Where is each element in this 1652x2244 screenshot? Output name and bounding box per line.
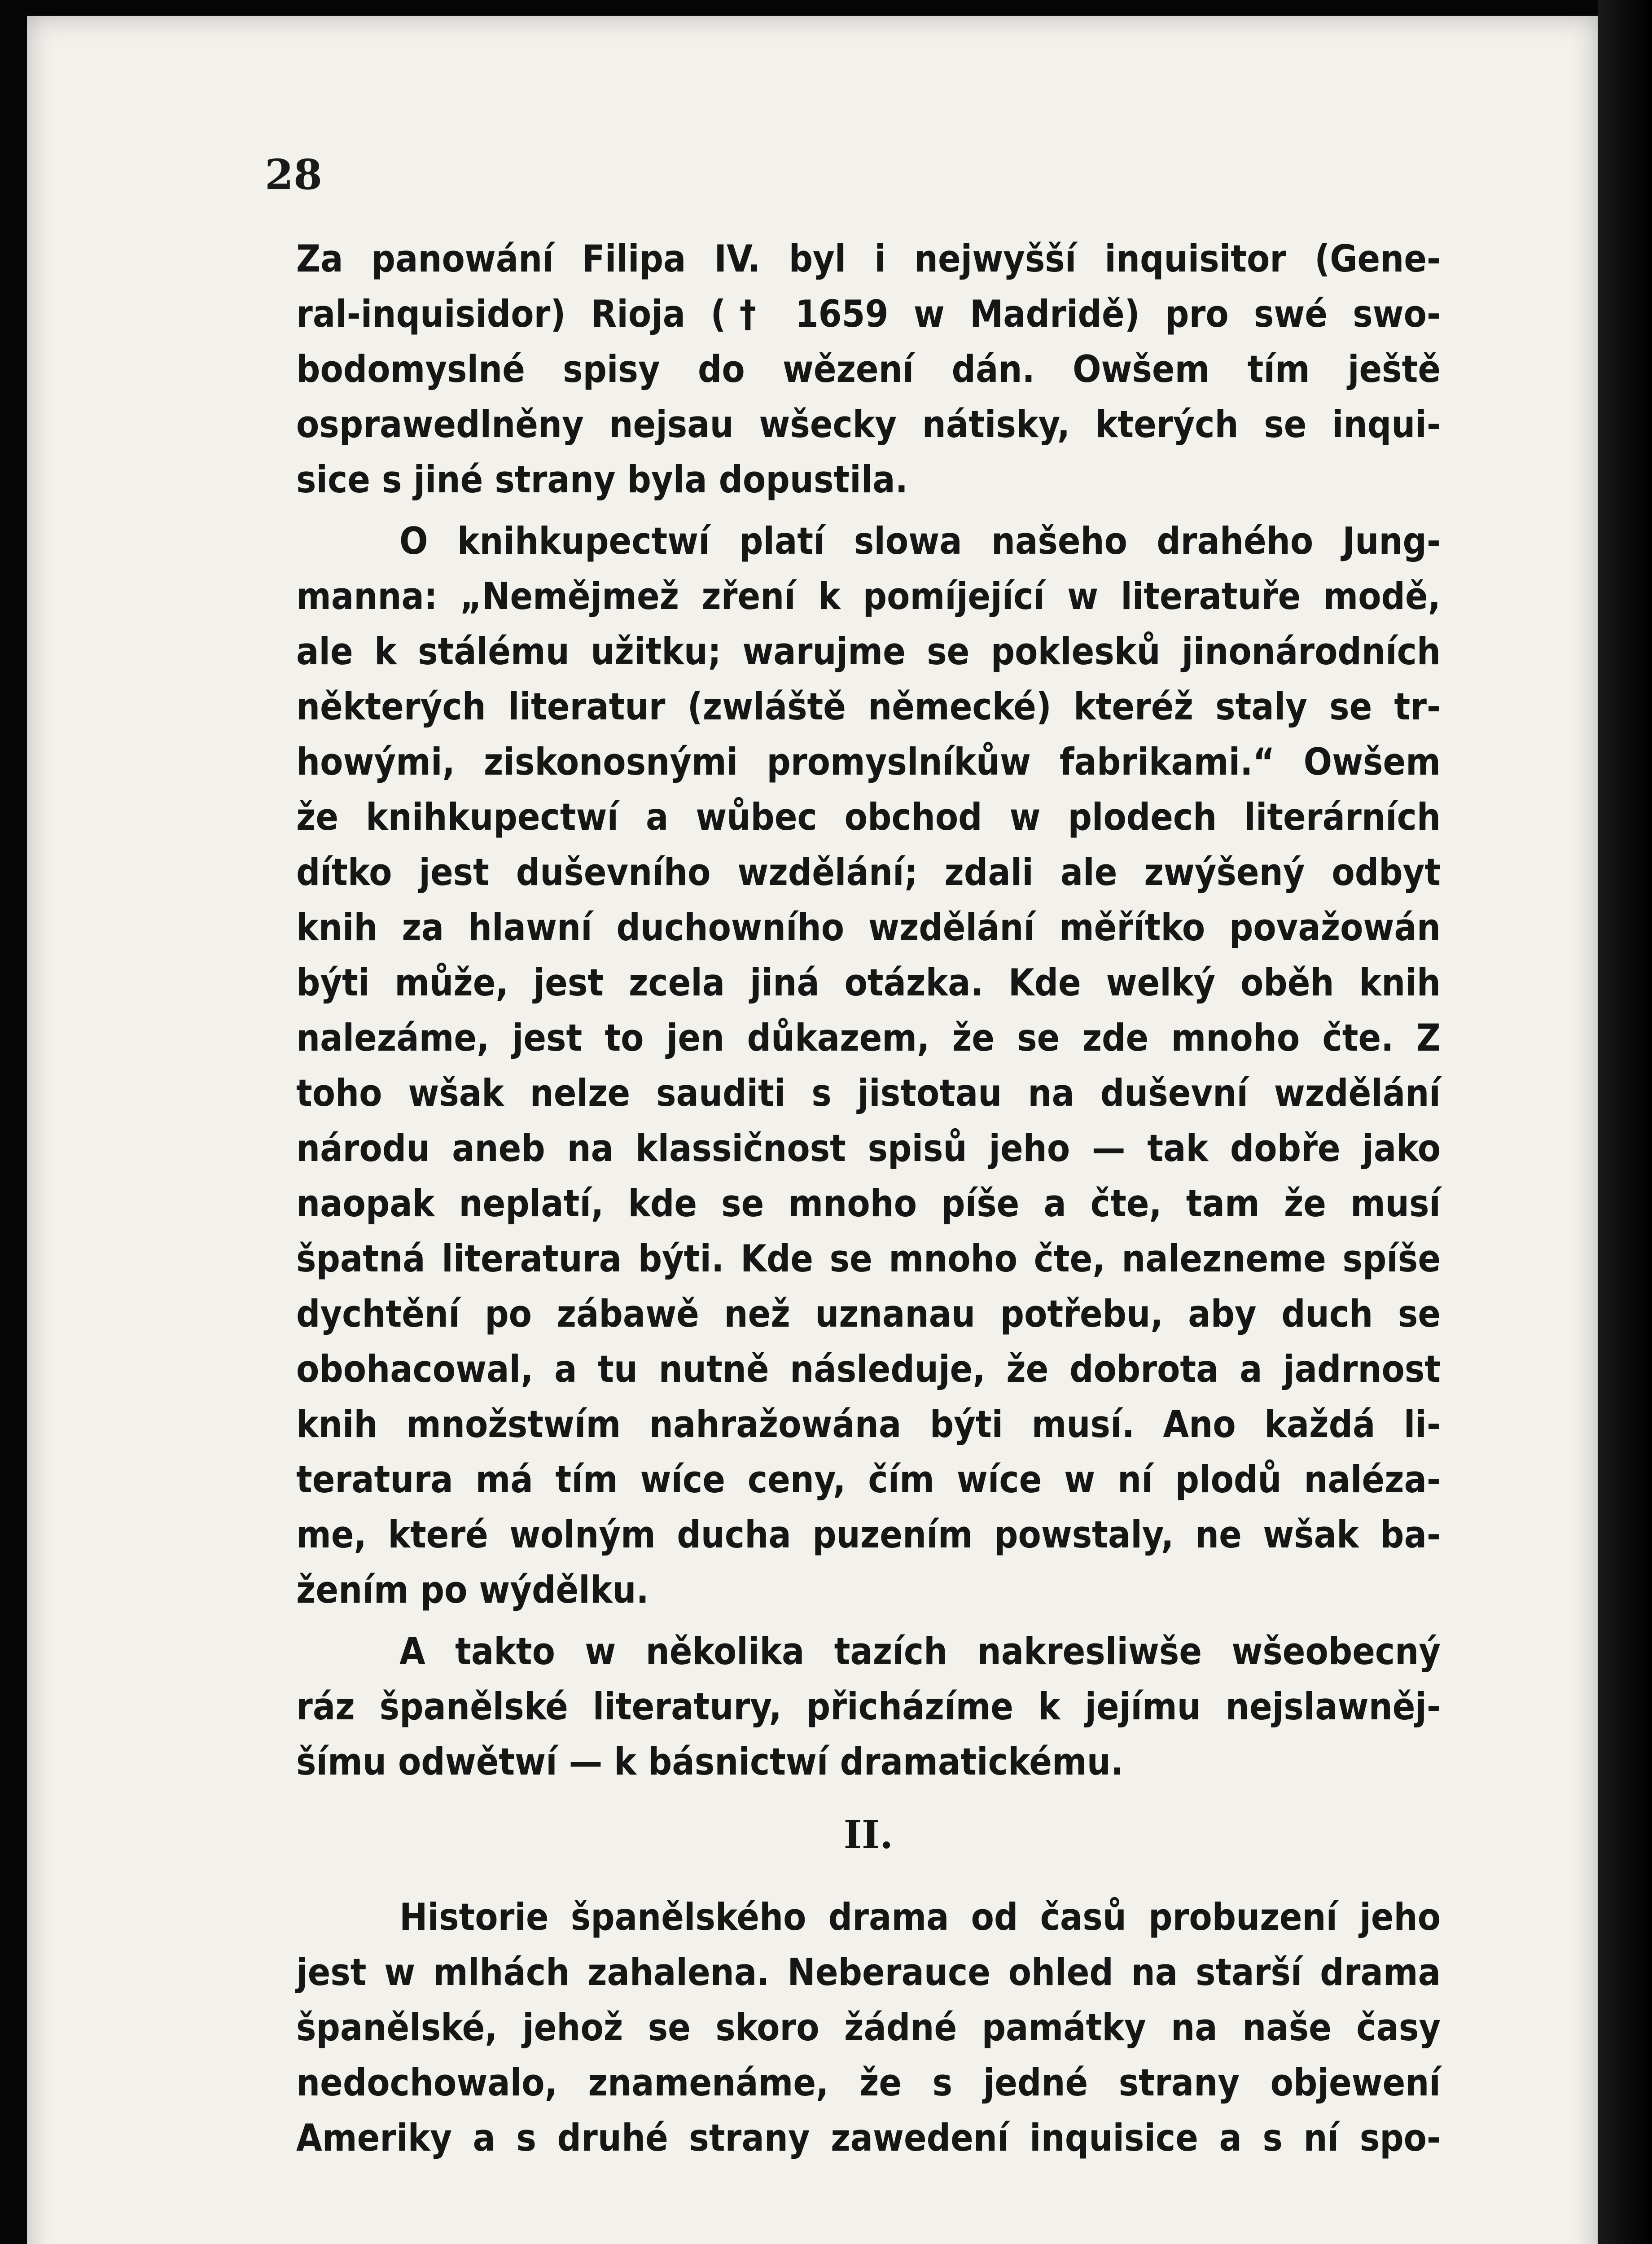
text-line: jest w mlhách zahalena. Neberauce ohled na starší drama: [296, 1950, 1441, 1994]
body-text: [296, 231, 1441, 2165]
text-line: howými, ziskonosnými promyslníkůw fabrikami.“ Owšem: [296, 740, 1441, 784]
text-line: ale k stálému užitku; warujme se poklesků jinonárodních: [296, 630, 1441, 673]
text-line: toho wšak nelze sauditi s jistotau na duševní wzdělání: [296, 1071, 1441, 1115]
paragraph-4: [296, 1889, 1441, 2165]
text-line: španělské, jehož se skoro žádné památky na naše časy: [296, 2006, 1441, 2049]
text-line: ráz španělské literatury, přicházíme k jejímu nejslawněj-: [296, 1685, 1441, 1728]
text-line: že knihkupectwí a wůbec obchod w plodech literárních: [296, 795, 1441, 839]
text-line: nedochowalo, znamenáme, že s jedné strany objewení: [296, 2061, 1441, 2104]
text-line: ral-inquisidor) Rioja († 1659 w Madridě) pro swé swo-: [296, 292, 1441, 336]
text-line: dychtění po zábawě než uznanau potřebu, aby duch se: [296, 1292, 1441, 1336]
text-line: manna: „Nemějmež zření k pomíjející w literatuře modě,: [296, 574, 1441, 618]
text-line: žením po wýdělku.: [296, 1568, 649, 1612]
text-line: bodomyslné spisy do wězení dán. Owšem tím ještě: [296, 347, 1441, 391]
text-line: nalezáme, jest to jen důkazem, že se zde mnoho čte. Z: [296, 1016, 1441, 1060]
text-line: Ameriky a s druhé strany zawedení inquisice a s ní spo-: [296, 2116, 1441, 2160]
text-line: šímu odwětwí — k básnictwí dramatickému.: [296, 1740, 1124, 1784]
text-line: A takto w několika tazích nakresliwše wšeobecný: [399, 1630, 1441, 1673]
text-line: osprawedlněny nejsau wšecky nátisky, kterých se inqui-: [296, 403, 1441, 446]
scan-edge: [1598, 0, 1652, 2244]
text-line: teratura má tím wíce ceny, čím wíce w ní plodů naléza-: [296, 1458, 1441, 1501]
text-line: špatná literatura býti. Kde se mnoho čte, nalezneme spíše: [296, 1237, 1441, 1280]
text-line: O knihkupectwí platí slowa našeho drahého Jung-: [399, 519, 1441, 563]
text-line: Za panowání Filipa IV. byl i nejwyšší inquisitor (Gene-: [296, 237, 1441, 280]
text-line: Historie španělského drama od časů probuzení jeho: [399, 1895, 1441, 1939]
paragraph-2: [296, 513, 1441, 1617]
text-line: některých literatur (zwláště německé) kteréž staly se tr-: [296, 685, 1441, 728]
section-heading: II.: [843, 1812, 894, 1858]
text-line: obohacowal, a tu nutně následuje, že dobrota a jadrnost: [296, 1347, 1441, 1391]
text-line: národu aneb na klassičnost spisů jeho — tak dobře jako: [296, 1126, 1441, 1170]
text-line: dítko jest duševního wzdělání; zdali ale zwýšený odbyt: [296, 850, 1441, 894]
text-line: naopak neplatí, kde se mnoho píše a čte, tam že musí: [296, 1182, 1441, 1225]
book-page: [27, 16, 1598, 2244]
page-number: 28: [265, 150, 323, 199]
text-line: knih za hlawní duchowního wzdělání měřítko považowán: [296, 906, 1441, 949]
paragraph-1: [296, 231, 1441, 507]
text-line: býti může, jest zcela jiná otázka. Kde welký oběh knih: [296, 961, 1441, 1004]
text-line: sice s jiné strany byla dopustila.: [296, 458, 908, 501]
text-line: knih množstwím nahražowána býti musí. Ano každá li-: [296, 1402, 1441, 1446]
text-line: me, které wolným ducha puzením powstaly, ne wšak ba-: [296, 1513, 1441, 1556]
paragraph-3: [296, 1624, 1441, 1789]
